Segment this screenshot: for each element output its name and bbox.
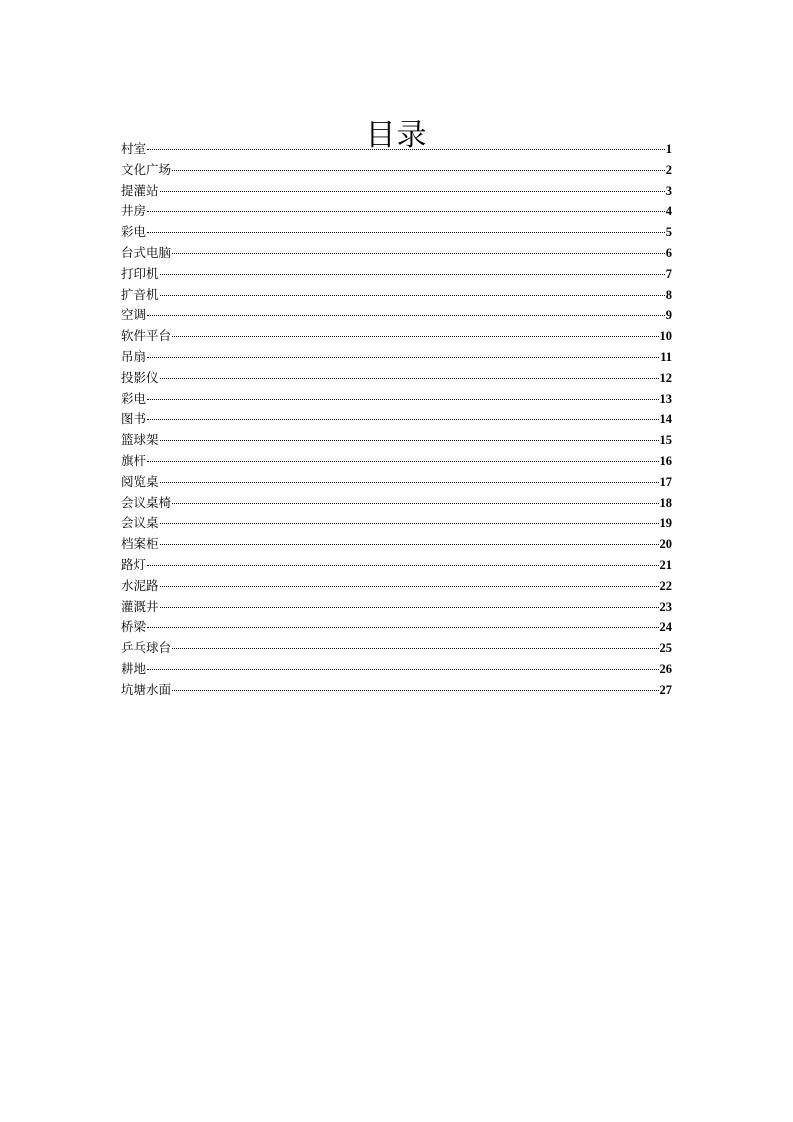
toc-entry-page-number: 14 — [659, 412, 672, 427]
toc-entry[interactable] — [121, 638, 672, 659]
toc-list — [121, 139, 672, 701]
toc-entry-label: 会议桌椅 — [121, 494, 172, 510]
toc-dot-leader — [147, 210, 665, 212]
toc-entry-page-number: 11 — [660, 349, 672, 364]
toc-entry-label: 乒乓球台 — [121, 640, 172, 656]
toc-entry-label: 水泥路 — [121, 577, 159, 593]
toc-dot-leader — [147, 314, 665, 316]
toc-entry[interactable] — [121, 389, 672, 410]
toc-entry-page-number: 24 — [659, 620, 672, 635]
toc-entry-page-number: 16 — [659, 453, 672, 468]
toc-entry[interactable] — [121, 201, 672, 222]
toc-entry-page-number: 27 — [659, 682, 672, 697]
toc-entry[interactable] — [121, 617, 672, 638]
toc-entry-label: 灌溉井 — [121, 598, 159, 614]
toc-dot-leader — [147, 626, 658, 628]
toc-entry-page-number: 9 — [665, 308, 672, 323]
toc-entry-label: 投影仪 — [121, 369, 159, 385]
toc-dot-leader — [147, 418, 658, 420]
toc-entry-page-number: 7 — [665, 266, 672, 281]
toc-entry-label: 坑塘水面 — [121, 681, 172, 697]
toc-entry-page-number: 2 — [665, 162, 672, 177]
toc-entry-label: 文化广场 — [121, 161, 172, 177]
toc-entry-label: 井房 — [121, 203, 147, 219]
toc-entry[interactable] — [121, 368, 672, 389]
toc-entry[interactable] — [121, 160, 672, 181]
toc-entry[interactable] — [121, 222, 672, 243]
toc-entry[interactable] — [121, 430, 672, 451]
toc-entry-label: 软件平台 — [121, 328, 172, 344]
toc-dot-leader — [147, 231, 665, 233]
toc-dot-leader — [147, 398, 658, 400]
toc-entry-page-number: 17 — [659, 474, 672, 489]
toc-entry[interactable] — [121, 534, 672, 555]
toc-entry-label: 档案柜 — [121, 536, 159, 552]
toc-entry-page-number: 21 — [659, 557, 672, 572]
toc-entry-label: 吊扇 — [121, 348, 147, 364]
toc-entry-label: 空调 — [121, 307, 147, 323]
toc-entry-label: 提灌站 — [121, 182, 159, 198]
toc-entry[interactable] — [121, 243, 672, 264]
toc-entry[interactable] — [121, 181, 672, 202]
toc-entry-page-number: 15 — [659, 433, 672, 448]
toc-dot-leader — [172, 169, 665, 171]
toc-entry-label: 彩电 — [121, 224, 147, 240]
toc-entry-page-number: 1 — [665, 142, 672, 156]
toc-entry-label: 打印机 — [121, 265, 159, 281]
toc-dot-leader — [160, 522, 659, 524]
toc-entry-label: 耕地 — [121, 660, 147, 676]
toc-entry[interactable] — [121, 659, 672, 680]
toc-entry[interactable] — [121, 513, 672, 534]
toc-entry[interactable] — [121, 409, 672, 430]
toc-entry-label: 图书 — [121, 411, 147, 427]
toc-entry-label: 路灯 — [121, 556, 147, 572]
toc-entry-page-number: 4 — [665, 204, 672, 219]
toc-entry[interactable] — [121, 576, 672, 597]
toc-entry[interactable] — [121, 680, 672, 701]
toc-entry-page-number: 22 — [659, 578, 672, 593]
toc-dot-leader — [147, 356, 659, 358]
toc-entry-label: 台式电脑 — [121, 244, 172, 260]
toc-entry-label: 篮球架 — [121, 432, 159, 448]
toc-dot-leader — [147, 148, 665, 150]
toc-entry[interactable] — [121, 264, 672, 285]
toc-entry[interactable] — [121, 493, 672, 514]
toc-dot-leader — [160, 481, 659, 483]
toc-dot-leader — [172, 335, 658, 337]
toc-entry[interactable] — [121, 285, 672, 306]
toc-entry-page-number: 25 — [659, 641, 672, 656]
toc-entry-label: 村室 — [121, 141, 147, 156]
toc-entry-page-number: 23 — [659, 599, 672, 614]
toc-entry-page-number: 5 — [665, 225, 672, 240]
toc-dot-leader — [160, 273, 665, 275]
toc-entry[interactable] — [121, 451, 672, 472]
toc-entry-page-number: 19 — [659, 516, 672, 531]
toc-dot-leader — [172, 647, 658, 649]
toc-entry[interactable] — [121, 305, 672, 326]
toc-entry[interactable] — [121, 597, 672, 618]
toc-dot-leader — [160, 585, 659, 587]
toc-entry-label: 扩音机 — [121, 286, 159, 302]
toc-dot-leader — [147, 564, 658, 566]
toc-entry[interactable] — [121, 472, 672, 493]
toc-title: 目录 — [365, 118, 428, 154]
toc-entry[interactable] — [121, 326, 672, 347]
toc-entry-page-number: 3 — [665, 183, 672, 198]
toc-entry-label: 会议桌 — [121, 515, 159, 531]
toc-entry-page-number: 26 — [659, 661, 672, 676]
toc-dot-leader — [147, 460, 658, 462]
toc-dot-leader — [160, 439, 659, 441]
toc-entry[interactable] — [121, 555, 672, 576]
toc-dot-leader — [160, 606, 659, 608]
toc-dot-leader — [160, 294, 665, 296]
toc-entry-page-number: 20 — [659, 537, 672, 552]
toc-entry[interactable] — [121, 139, 672, 160]
toc-entry-label: 彩电 — [121, 390, 147, 406]
toc-dot-leader — [172, 502, 658, 504]
toc-entry-page-number: 12 — [659, 370, 672, 385]
toc-entry-page-number: 8 — [665, 287, 672, 302]
toc-dot-leader — [160, 543, 659, 545]
toc-dot-leader — [160, 377, 659, 379]
toc-entry-page-number: 18 — [659, 495, 672, 510]
toc-entry-label: 阅览桌 — [121, 473, 159, 489]
toc-dot-leader — [172, 252, 665, 254]
toc-entry-label: 旗杆 — [121, 452, 147, 468]
toc-entry-page-number: 6 — [665, 245, 672, 260]
toc-dot-leader — [147, 668, 658, 670]
toc-entry[interactable] — [121, 347, 672, 368]
toc-entry-page-number: 10 — [659, 329, 672, 344]
toc-dot-leader — [172, 689, 658, 691]
toc-entry-page-number: 13 — [659, 391, 672, 406]
toc-entry-label: 桥梁 — [121, 619, 147, 635]
toc-dot-leader — [160, 190, 665, 192]
